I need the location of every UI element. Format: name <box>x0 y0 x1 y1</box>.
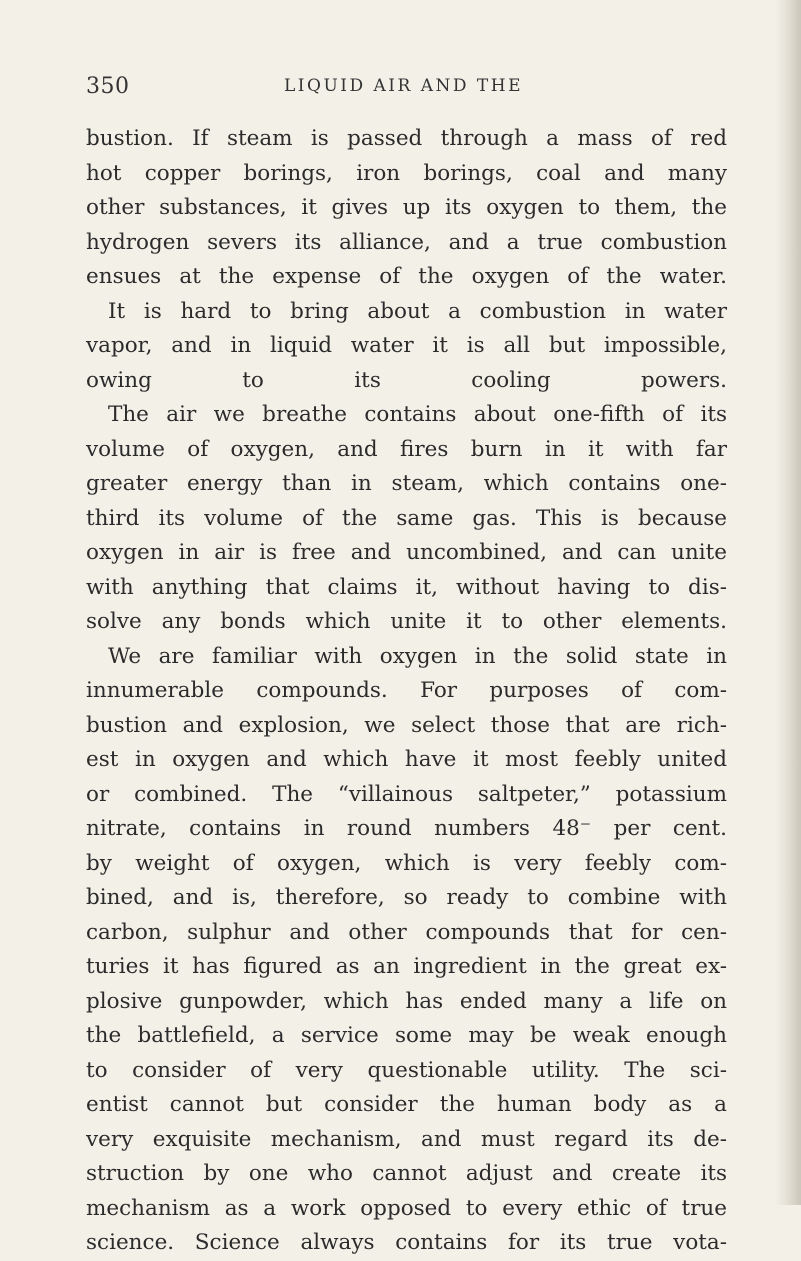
text-line: to consider of very questionable utility. The sci- <box>86 1057 727 1083</box>
text-line: innumerable compounds. For purposes of com- <box>86 678 727 703</box>
body-text <box>86 122 727 1261</box>
text-line: oxygen in air is free and uncombined, and can unite <box>86 540 727 565</box>
text-line: by weight of oxygen, which is very feebly com- <box>86 850 727 876</box>
text-line: bustion and explosion, we select those that are rich- <box>86 712 727 738</box>
text-line: with anything that claims it, without having to dis- <box>86 574 727 600</box>
text-line: mechanism as a work opposed to every ethic of true <box>86 1195 727 1221</box>
text-line: the battlefield, a service some may be weak enough <box>86 1023 727 1048</box>
text-line: turies it has figured as an ingredient in the great ex- <box>86 954 727 979</box>
text-line: science. Science always contains for its true vota- <box>86 1230 727 1255</box>
text-line: bustion. If steam is passed through a mass of red <box>86 126 727 151</box>
text-line: est in oxygen and which have it most feebly united <box>86 747 727 772</box>
text-line: vapor, and in liquid water it is all but impossible, <box>86 333 727 358</box>
text-line: other substances, it gives up its oxygen to them, the <box>86 195 727 220</box>
running-title: LIQUID AIR AND THE <box>284 76 523 96</box>
text-line: hot copper borings, iron borings, coal and many <box>86 160 727 186</box>
text-line: bined, and is, therefore, so ready to combine with <box>86 885 727 910</box>
text-line: volume of oxygen, and fires burn in it with far <box>86 436 727 462</box>
text-line: very exquisite mechanism, and must regard its de- <box>86 1126 727 1152</box>
text-line: greater energy than in steam, which contains one- <box>86 471 727 496</box>
text-line: hydrogen severs its alliance, and a true combustion <box>86 229 727 255</box>
text-line: nitrate, contains in round numbers 48⁻ per cent. <box>86 816 727 841</box>
text-line: carbon, sulphur and other compounds that for cen- <box>86 919 727 945</box>
text-line: plosive gunpowder, which has ended many a life on <box>86 988 727 1014</box>
text-line: It is hard to bring about a combustion in water <box>108 298 727 324</box>
text-line: owing to its cooling powers. <box>86 367 727 393</box>
text-line: solve any bonds which unite it to other elements. <box>86 609 727 634</box>
text-line: entist cannot but consider the human body as a <box>86 1092 727 1117</box>
page-number: 350 <box>86 74 130 99</box>
text-line: struction by one who cannot adjust and create its <box>86 1161 727 1186</box>
text-line: third its volume of the same gas. This is because <box>86 505 727 531</box>
text-line: The air we breathe contains about one-fifth of its <box>108 402 727 427</box>
page-edge-shadow <box>775 0 801 1205</box>
text-line: We are familiar with oxygen in the solid state in <box>108 643 727 669</box>
text-line: ensues at the expense of the oxygen of the water. <box>86 264 727 289</box>
text-line: or combined. The “villainous saltpeter,” potassium <box>86 781 727 807</box>
running-header <box>86 74 726 104</box>
